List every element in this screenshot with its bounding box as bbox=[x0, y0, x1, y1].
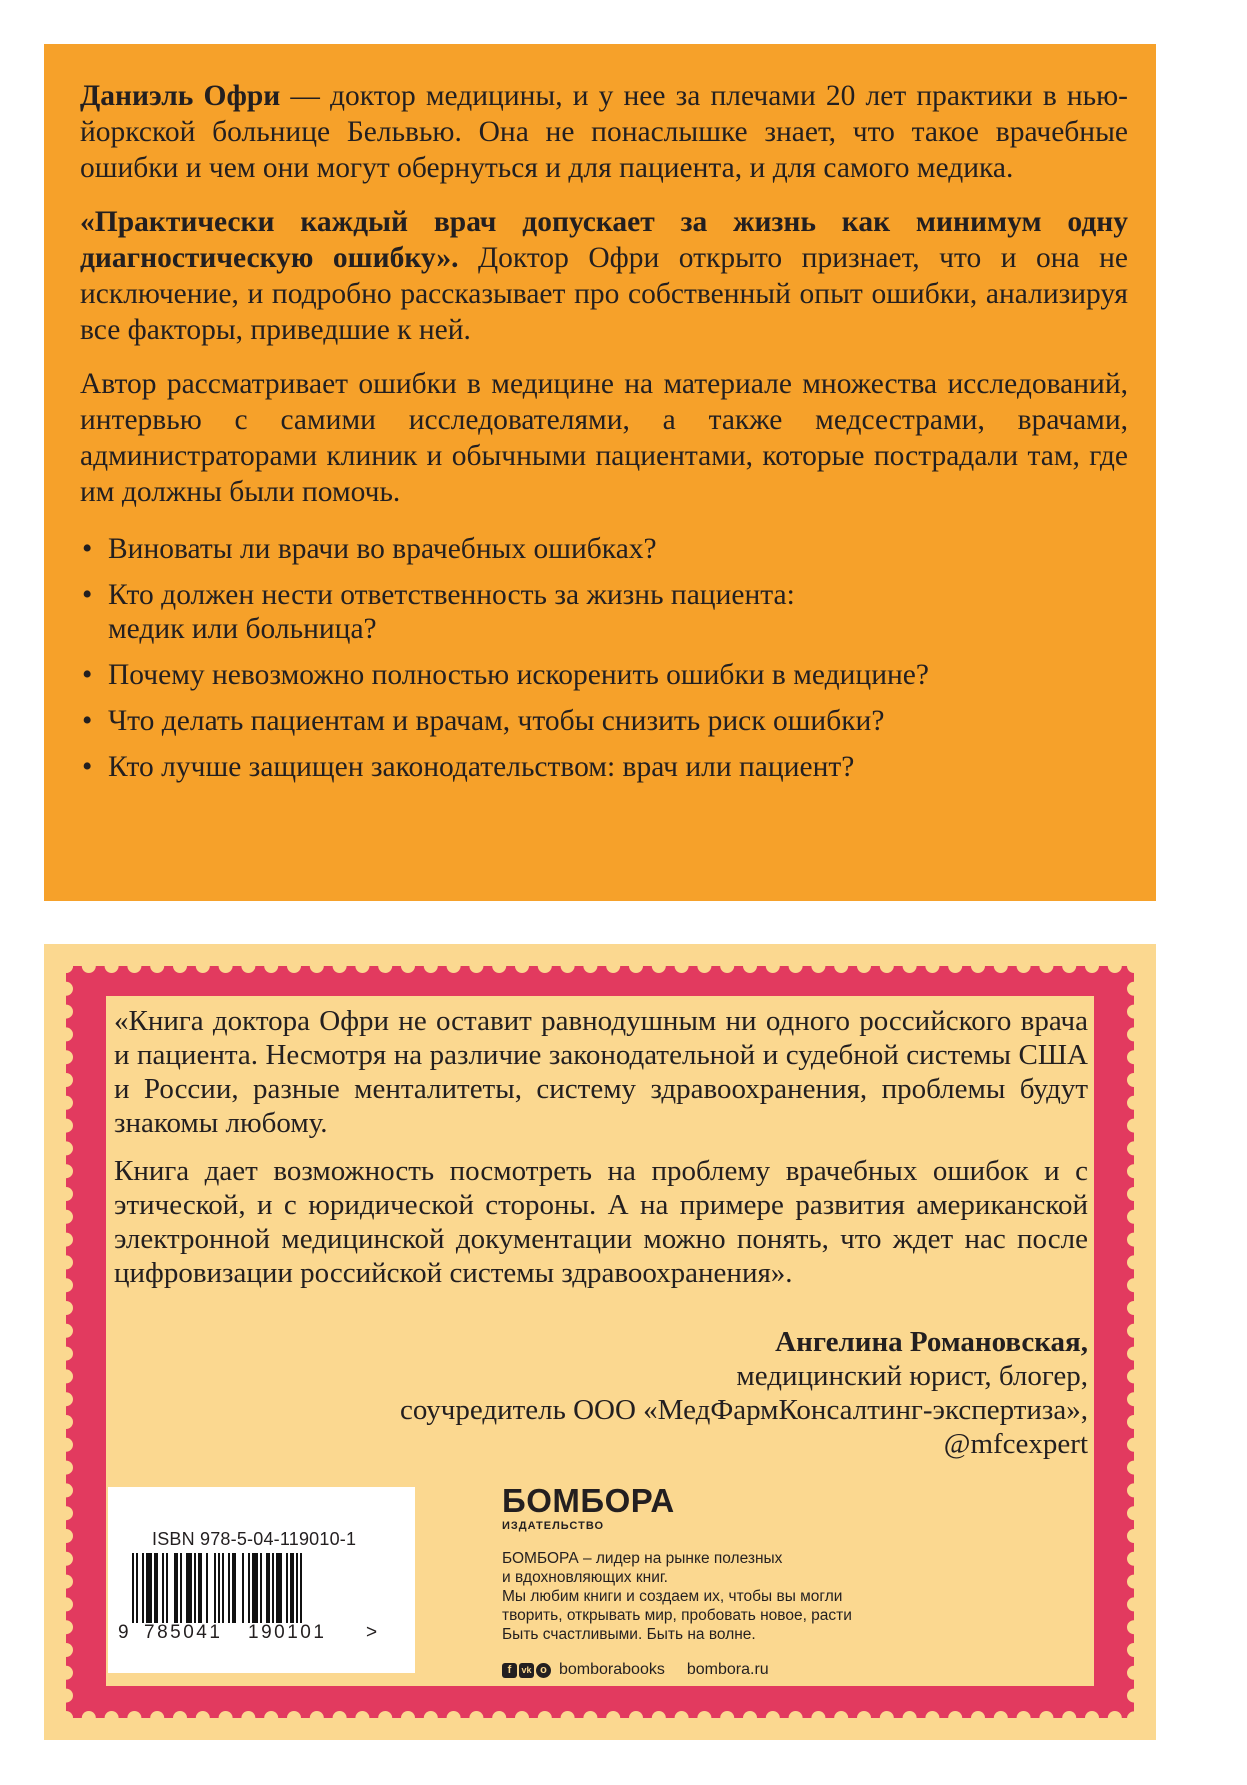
barcode-box bbox=[108, 1487, 415, 1673]
barcode-digit-lead: 9 bbox=[118, 1622, 129, 1643]
publisher-social bbox=[502, 1661, 922, 1679]
annotation-panel bbox=[44, 44, 1156, 901]
question-item: • Виноваты ли врачи во врачебных ошибках? bbox=[80, 532, 1128, 566]
barcode-digits-left: 785041 bbox=[144, 1622, 223, 1643]
annotation-paragraph-1: Даниэль Офри — доктор медицины, и у нее за плечами 20 лет практики в нью-йоркской больнице Бельвью. Она не понаслышке знает, что такое врачебные ошибки и чем они могут обернуться и для пациента, и для самого медика. bbox=[80, 80, 1128, 184]
question-item: • Кто должен нести ответственность за жизнь пациента: медик или больница? bbox=[80, 578, 868, 646]
publisher-logo: БОМБОРА bbox=[502, 1482, 675, 1519]
barcode-digits-right: 190101 bbox=[248, 1622, 327, 1643]
reviewer-role: медицинский юрист, блогер, bbox=[736, 1360, 1088, 1392]
publisher-block bbox=[502, 1484, 922, 1679]
questions-list bbox=[80, 532, 1128, 784]
annotation-paragraph-3: Автор рассматривает ошибки в медицине на материале множества исследований, интервью с самими исследователями, а также медсестрами, врачами, администраторами клиник и обычными пациентами, которые пострадали там, где им должны были помочь. bbox=[80, 368, 1128, 508]
odnoklassniki-icon[interactable]: o bbox=[536, 1663, 551, 1678]
facebook-icon[interactable]: f bbox=[502, 1663, 517, 1678]
reviewer-organization: соучредитель ООО «МедФармКонсалтинг-экспертиза», bbox=[400, 1394, 1088, 1426]
annotation-text bbox=[80, 78, 1128, 796]
annotation-paragraph-2: «Практически каждый врач допускает за жизнь как минимум одну диагностическую ошибку». Доктор Офри открыто признает, что и она не исключение, и подробно рассказывает про собственный опыт ошибки, анализируя все факторы, приведшие к ней. bbox=[80, 206, 1128, 346]
reviewer-handle: @mfcexpert bbox=[943, 1428, 1088, 1460]
reviewer-name: Ангелина Романовская, bbox=[775, 1326, 1088, 1358]
question-item: • Кто лучше защищен законодательством: врач или пациент? bbox=[80, 750, 1128, 784]
key-quote: «Практически каждый врач допускает за жизнь как минимум одну диагностическую ошибку». bbox=[80, 206, 1128, 274]
author-name: Даниэль Офри bbox=[80, 80, 281, 112]
barcode-bars bbox=[132, 1553, 362, 1633]
publisher-website[interactable]: bombora.ru bbox=[686, 1661, 769, 1678]
question-item: • Что делать пациентам и врачам, чтобы снизить риск ошибки? bbox=[80, 704, 1128, 738]
social-handle[interactable]: bomborabooks bbox=[559, 1661, 665, 1678]
vk-icon[interactable]: vk bbox=[519, 1663, 534, 1678]
publisher-description: БОМБОРА – лидер на рынке полезных и вдохновляющих книг. Мы любим книги и создаем их, чтобы вы могли творить, открывать мир, пробовать новое, расти Быть счастливыми. Быть на волне. bbox=[502, 1550, 852, 1643]
review-paragraph-2: Книга дает возможность посмотреть на проблему врачебных ошибок и с этической, и с юридической стороны. А на примере развития американской электронной медицинской документации можно понять, что ждет нас после цифровизации российской системы здравоохранения». bbox=[114, 1155, 1088, 1289]
barcode-digit-tail: > bbox=[366, 1622, 378, 1643]
publisher-subtitle: ИЗДАТЕЛЬСТВО bbox=[502, 1520, 605, 1532]
question-item: • Почему невозможно полностью искоренить ошибки в медицине? bbox=[80, 658, 1128, 692]
review-signature bbox=[400, 1325, 1088, 1461]
review-quote bbox=[114, 1004, 1088, 1304]
review-paragraph-1: «Книга доктора Офри не оставит равнодушным ни одного российского врача и пациента. Несмотря на различие законодательной и судебной системы США и России, разные менталитеты, систему здравоохранения, проблемы будут знакомы любому. bbox=[114, 1005, 1088, 1139]
isbn-label: ISBN 978-5-04-119010-1 bbox=[152, 1529, 357, 1549]
